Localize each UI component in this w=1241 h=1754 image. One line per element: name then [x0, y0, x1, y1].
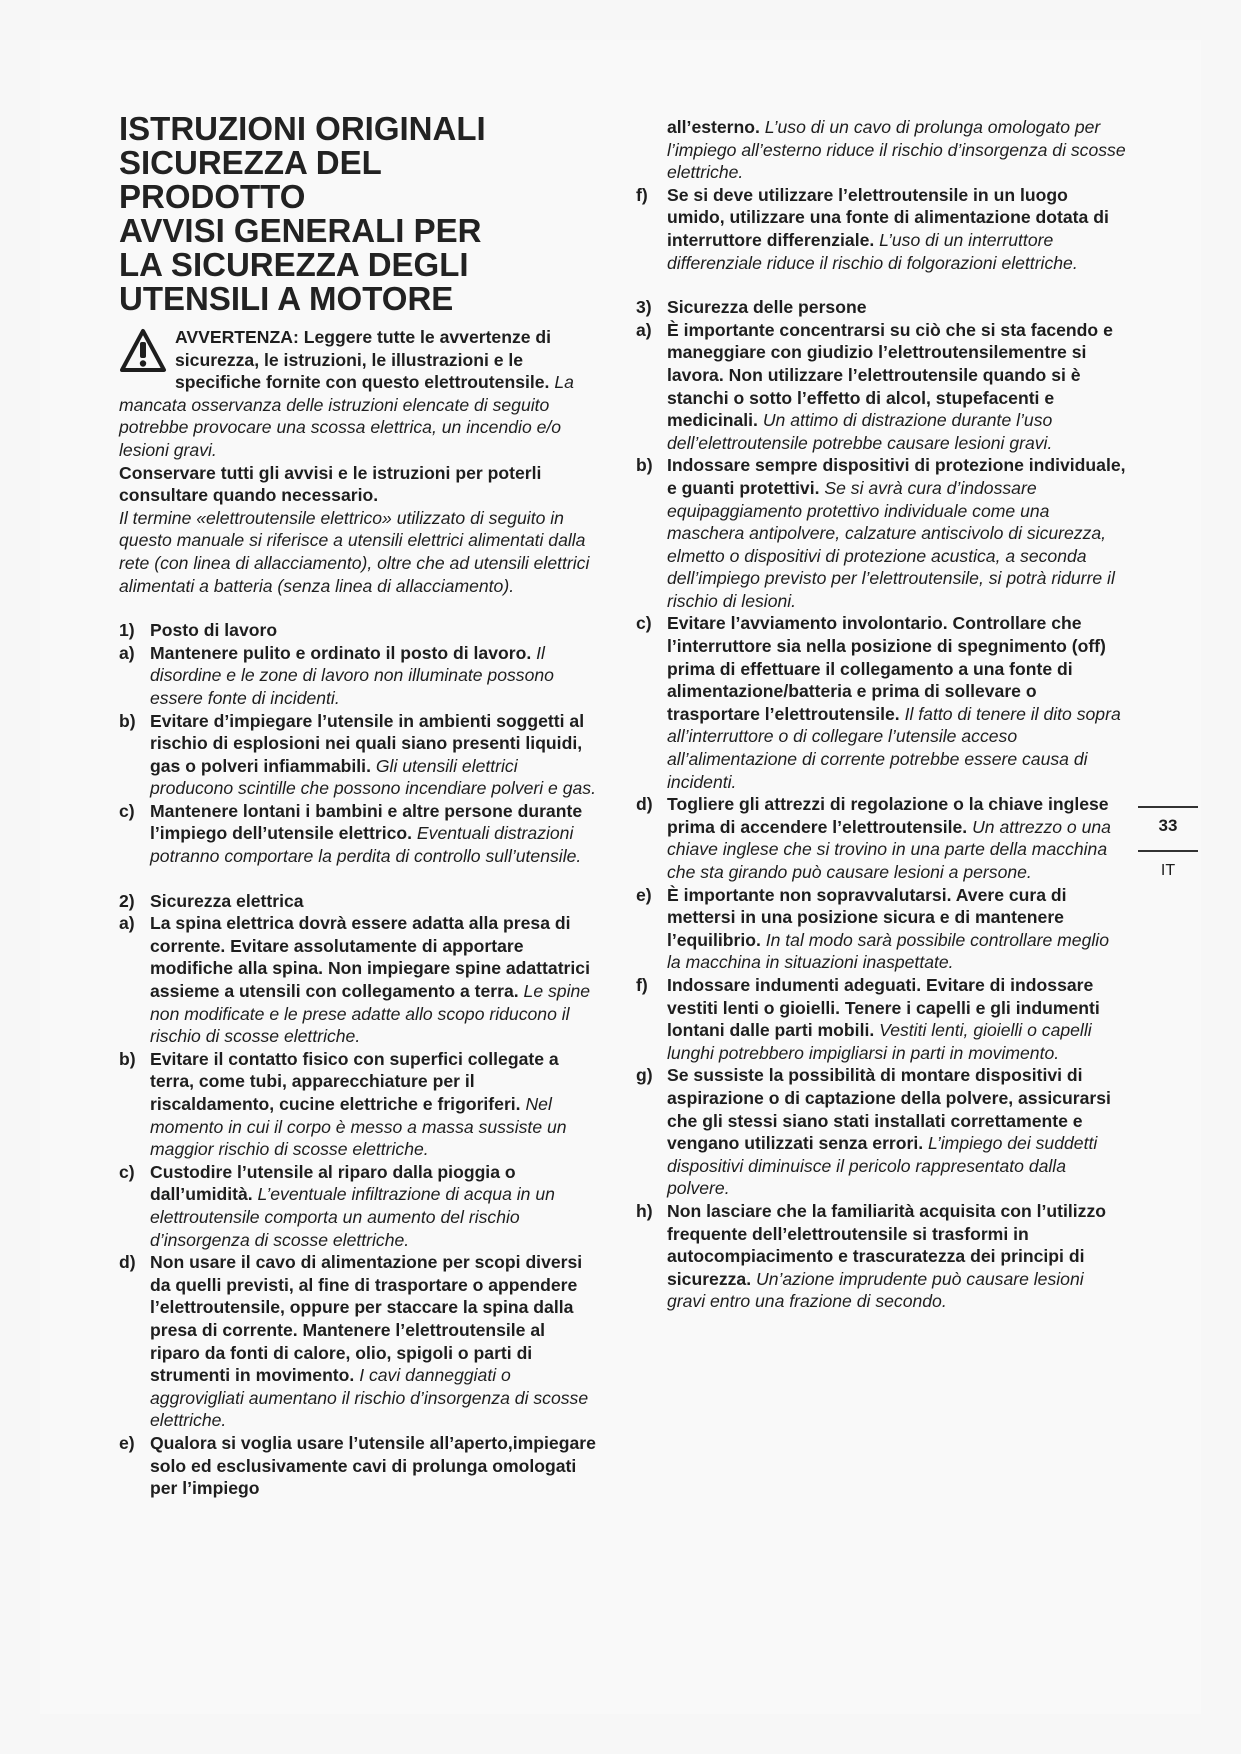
title-line: SICUREZZA DEL	[119, 144, 382, 181]
item-letter: g)	[636, 1065, 653, 1086]
item-letter: d)	[119, 1252, 136, 1273]
section-heading	[119, 890, 599, 913]
item-letter: e)	[119, 1432, 135, 1453]
page-tab-rule-bottom	[1138, 850, 1198, 852]
item-bold: Non lasciare che la familiarità acquisita con l’utilizzo frequente dell’elettroutensile si trasformi in autocompiacimento e trascuratezza dei principi di sicurezza.	[667, 1200, 1107, 1289]
item-bold: Qualora si voglia usare l’utensile all’aperto,impiegare solo ed esclusivamente cavi di prolunga omologati per l’impiego	[150, 1432, 596, 1499]
item-letter: f)	[636, 184, 648, 205]
item-letter: a)	[119, 913, 135, 934]
warning-paragraph	[119, 326, 599, 462]
section-electrical-safety	[119, 890, 599, 1500]
list-item	[119, 710, 599, 800]
item-italic: Un attimo di distrazione durante l’uso dell’elettroutensile potrebbe causare lesioni gravi.	[667, 410, 1053, 453]
item-bold: È importante concentrarsi su ciò che si sta facendo e maneggiare con giudizio l’elettroutensilementre si lavora. Non utilizzare l’elettroutensile quando si è stanchi o sotto l’effetto di alcol, stupefacenti e medicinali.	[667, 319, 1113, 431]
list-item	[636, 612, 1126, 793]
keep-notice: Conservare tutti gli avvisi e le istruzioni per poterli consultare quando necessario.	[119, 462, 542, 506]
right-column	[636, 116, 1126, 1313]
title-line: PRODOTTO	[119, 178, 306, 215]
item-bold: Se sussiste la possibilità di montare dispositivi di aspirazione o di captazione della polvere, assicurarsi che gli stessi siano stati installati correttamente e vengano utilizzati senza errori.	[667, 1065, 1111, 1154]
section-heading	[119, 619, 599, 642]
page-tab-rule-top	[1138, 806, 1198, 808]
list-item	[119, 1161, 599, 1251]
term-note: Il termine «elettroutensile elettrico» utilizzato di seguito in questo manuale si riferisce a utensili elettrici alimentati dalla rete (con linea di allacciamento), oltre che ad utensili elettrici alimentati a batteria (senza linea di allacciamento).	[119, 507, 590, 596]
item-italic: Un’azione imprudente può causare lesioni gravi entro una frazione di secondo.	[667, 1268, 1084, 1312]
warning-bold-text: AVVERTENZA: Leggere tutte le avvertenze di sicurezza, le istruzioni, le illustrazioni e le specifiche fornite con questo elettroutensile.	[175, 327, 552, 393]
item-italic: L’eventuale infiltrazione di acqua in un elettroutensile comporta un aumento del rischio d’insorgenza di scosse elettriche.	[150, 1184, 555, 1250]
item-italic: Se si avrà cura d’indossare equipaggiamento protettivo individuale come una maschera antipolvere, calzature antiscivolo di sicurezza, elmetto o dispositivi di protezione acustica, a seconda dell’impiego previsto per l’elettroutensile, si potrà ridurre il rischio di lesioni.	[667, 477, 1115, 611]
item-letter: b)	[119, 1048, 136, 1069]
section-number: 2)	[119, 890, 135, 911]
item-italic: Vestiti lenti, gioielli o capelli lunghi potrebbero impigliarsi in parti in movimento.	[667, 1020, 1092, 1063]
item-italic: Un attrezzo o una chiave inglese che si trovino in una parte della macchina che sta girando può causare lesioni a persone.	[667, 816, 1111, 882]
item-italic: In tal modo sarà possibile controllare meglio la macchina in situazioni inaspettate.	[667, 929, 1109, 973]
item-letter: e)	[636, 884, 652, 905]
item-italic: Le spine non modificate e le prese adatte allo scopo riducono il rischio di scosse elettriche.	[150, 981, 591, 1047]
item-bold: Mantenere pulito e ordinato il posto di lavoro.	[150, 642, 532, 663]
item-italic: Il fatto di tenere il dito sopra all’interruttore o di collegare l’utensile acceso all’alimentazione di corrente potrebbe essere causa di incidenti.	[667, 703, 1121, 792]
section-title: Sicurezza elettrica	[150, 890, 304, 911]
item-bold: Se si deve utilizzare l’elettroutensile in un luogo umido, utilizzare una fonte di alimentazione dotata di interruttore differenziale.	[667, 184, 1109, 250]
item-italic: L’uso di un interruttore differenziale riduce il rischio di folgorazioni elettriche.	[667, 229, 1078, 273]
item-italic: L’uso di un cavo di prolunga omologato per l’impiego all’esterno riduce il rischio d’insorgenza di scosse elettriche.	[667, 117, 1126, 183]
item-letter: h)	[636, 1200, 653, 1221]
item-bold: Non usare il cavo di alimentazione per scopi diversi da quelli previsti, al fine di trasportare o appendere l’elettroutensile, oppure per staccare la spina dalla presa di corrente. Mantenere l’elettroutensile al riparo da fonti di calore, olio, spigoli o parti di strumenti in movimento.	[150, 1252, 583, 1386]
item-bold: Custodire l’utensile al riparo dalla pioggia o dall’umidità.	[150, 1161, 516, 1205]
item-bold: all’esterno.	[667, 117, 760, 137]
list-item	[636, 1200, 1126, 1313]
item-bold: Evitare il contatto fisico con superfici collegate a terra, come tubi, apparecchiature per il riscaldamento, cucine elettriche e frigoriferi.	[150, 1048, 559, 1114]
title-line: UTENSILI A MOTORE	[119, 280, 454, 317]
section-work-area	[119, 619, 599, 868]
list-item	[119, 1048, 599, 1161]
item-letter: b)	[119, 710, 136, 731]
list-item	[636, 184, 1126, 274]
list-item	[119, 912, 599, 1048]
item-bold: La spina elettrica dovrà essere adatta alla presa di corrente. Evitare assolutamente di apportare modifiche alla spina. Non impiegare spine adattatrici assieme a utensili con collegamento a terra.	[150, 913, 590, 1002]
item-letter: a)	[636, 319, 652, 340]
item-italic: L’impiego dei suddetti dispositivi diminuisce il pericolo rappresentato dalla polvere.	[667, 1133, 1098, 1199]
item-bold: È importante non sopravvalutarsi. Avere cura di mettersi in una posizione sicura e di mantenere l’equilibrio.	[667, 884, 1067, 950]
section-title: Sicurezza delle persone	[667, 297, 867, 318]
item-bold: Evitare l’avviamento involontario. Controllare che l’interruttore sia nella posizione di spegnimento (off) prima di effettuare il collegamento a una fonte di alimentazione/batteria e prima di sollevare o trasportare l’elettroutensile.	[667, 613, 1106, 724]
list-item	[636, 319, 1126, 455]
item-letter: c)	[119, 1161, 135, 1182]
list-item	[636, 793, 1126, 883]
section-personal-safety	[636, 296, 1126, 1313]
item-italic: Il disordine e le zone di lavoro non illuminate possono essere fonte di incidenti.	[150, 642, 554, 708]
item-letter: a)	[119, 642, 135, 663]
list-item	[636, 1064, 1126, 1200]
item-letter: c)	[119, 800, 135, 821]
list-item	[636, 974, 1126, 1064]
section-title: Posto di lavoro	[150, 620, 278, 641]
item-letter: c)	[636, 613, 652, 634]
list-item	[119, 642, 599, 710]
section-number: 1)	[119, 620, 135, 641]
list-item	[636, 884, 1126, 974]
language-code: IT	[1160, 862, 1176, 879]
item-bold: Mantenere lontani i bambini e altre persone durante l’impiego dell’utensile elettrico.	[150, 800, 583, 844]
item-bold: Indossare indumenti adeguati. Evitare di indossare vestiti lenti o gioielli. Tenere i capelli e gli indumenti lontani dalle parti mobili.	[667, 974, 1100, 1041]
list-item	[636, 454, 1126, 612]
title-line: ISTRUZIONI ORIGINALI	[119, 110, 486, 147]
item-letter: f)	[636, 974, 648, 995]
warning-triangle-icon	[119, 328, 167, 374]
item-italic: Gli utensili elettrici producono scintille che possono incendiare polveri e gas.	[150, 755, 596, 799]
item-italic: I cavi danneggiati o aggrovigliati aumentano il rischio d’insorgenza di scosse elettriche.	[150, 1365, 589, 1431]
title-line: LA SICUREZZA DEGLI	[119, 246, 469, 283]
item-letter: d)	[636, 794, 653, 815]
item-bold: Indossare sempre dispositivi di protezione individuale, e guanti protettivi.	[667, 455, 1126, 498]
title-line: AVVISI GENERALI PER	[119, 212, 482, 249]
item-bold: Evitare d’impiegare l’utensile in ambienti soggetti al rischio di esplosioni nei quali siano presenti liquidi, gas o polveri infiammabili.	[150, 710, 585, 776]
page-number: 33	[1158, 816, 1178, 835]
item-continuation	[636, 116, 1126, 184]
warning-italic-text: La mancata osservanza delle istruzioni elencate di seguito potrebbe provocare una scossa elettrica, un incendio e/o lesioni gravi.	[119, 372, 574, 460]
item-italic: Eventuali distrazioni potranno comportare la perdita di controllo sull’utensile.	[150, 823, 582, 867]
list-item	[119, 1432, 599, 1500]
item-letter: b)	[636, 455, 653, 476]
page-title	[119, 112, 599, 316]
item-bold: Togliere gli attrezzi di regolazione o la chiave inglese prima di accendere l’elettroutensile.	[667, 794, 1109, 837]
section-heading	[636, 296, 1126, 319]
section-number: 3)	[636, 297, 652, 318]
list-item	[119, 800, 599, 868]
left-column	[119, 112, 599, 1500]
item-italic: Nel momento in cui il corpo è messo a massa sussiste un maggior rischio di scosse elettriche.	[150, 1094, 567, 1160]
list-item	[119, 1251, 599, 1432]
